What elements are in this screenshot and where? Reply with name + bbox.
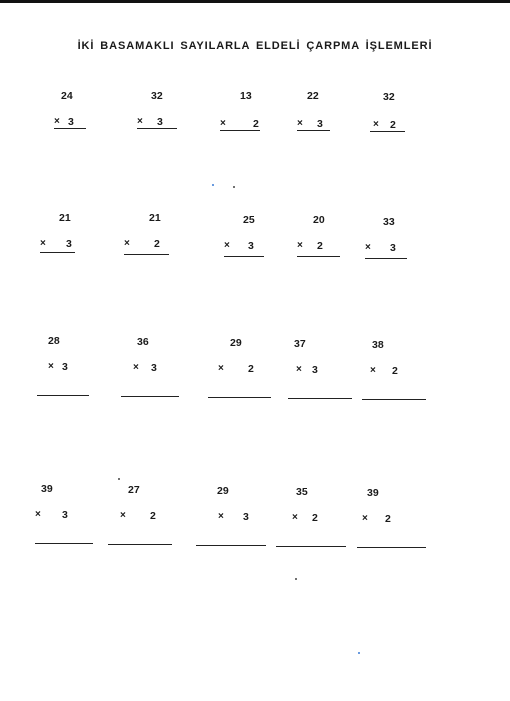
multiplicand: 38 (372, 339, 384, 351)
multiply-sign: × (54, 116, 60, 127)
answer-line (35, 543, 93, 544)
multiply-sign: × (292, 512, 298, 523)
answer-line (224, 256, 264, 257)
multiply-sign: × (224, 240, 230, 251)
multiply-sign: × (40, 238, 46, 249)
answer-line (196, 545, 266, 546)
multiply-sign: × (124, 238, 130, 249)
worksheet-title: İKİ BASAMAKLI SAYILARLA ELDELİ ÇARPMA İŞLEMLERİ (77, 40, 433, 52)
multiplicand: 22 (307, 90, 319, 102)
multiply-sign: × (296, 364, 302, 375)
multiplier: 3 (390, 241, 396, 254)
multiplicand: 36 (137, 336, 149, 348)
answer-line (297, 256, 340, 257)
answer-line (365, 258, 407, 259)
multiply-sign: × (297, 118, 303, 129)
answer-line (121, 396, 179, 397)
multiplier: 2 (253, 117, 259, 130)
multiplicand: 39 (367, 487, 379, 499)
multiplicand: 27 (128, 484, 140, 496)
multiply-sign: × (48, 361, 54, 372)
scan-speck (358, 652, 360, 654)
multiply-sign: × (137, 116, 143, 127)
multiplicand: 20 (313, 214, 325, 226)
answer-line (124, 254, 169, 255)
multiply-sign: × (35, 509, 41, 520)
answer-line (288, 398, 352, 399)
multiply-sign: × (370, 365, 376, 376)
multiplicand: 37 (294, 338, 306, 350)
multiplicand: 28 (48, 335, 60, 347)
multiplier: 3 (312, 363, 318, 376)
multiplicand: 35 (296, 486, 308, 498)
multiplier: 2 (248, 362, 254, 375)
multiplier: 2 (390, 118, 396, 131)
multiplier: 3 (243, 510, 249, 523)
multiplicand: 24 (61, 90, 73, 102)
scan-speck (233, 186, 235, 188)
multiplicand: 21 (59, 212, 71, 224)
answer-line (362, 399, 426, 400)
multiplier: 3 (248, 239, 254, 252)
multiply-sign: × (218, 511, 224, 522)
answer-line (108, 544, 172, 545)
multiplicand: 13 (240, 90, 252, 102)
answer-line (137, 128, 177, 129)
answer-line (357, 547, 426, 548)
answer-line (54, 128, 86, 129)
multiply-sign: × (220, 118, 226, 129)
multiply-sign: × (218, 363, 224, 374)
scan-top-border (0, 0, 510, 3)
multiplier: 2 (392, 364, 398, 377)
multiply-sign: × (120, 510, 126, 521)
multiplier: 3 (157, 115, 163, 128)
multiplicand: 21 (149, 212, 161, 224)
multiplicand: 33 (383, 216, 395, 228)
multiplicand: 29 (230, 337, 242, 349)
multiplier: 2 (385, 512, 391, 525)
multiplier: 3 (62, 360, 68, 373)
multiply-sign: × (133, 362, 139, 373)
answer-line (208, 397, 271, 398)
multiplier: 3 (62, 508, 68, 521)
scan-speck (295, 578, 297, 580)
multiplier: 2 (150, 509, 156, 522)
scan-speck (212, 184, 214, 186)
multiplier: 3 (66, 237, 72, 250)
multiplicand: 39 (41, 483, 53, 495)
answer-line (37, 395, 89, 396)
answer-line (40, 252, 75, 253)
multiplicand: 32 (383, 91, 395, 103)
answer-line (297, 130, 330, 131)
multiplicand: 25 (243, 214, 255, 226)
multiply-sign: × (297, 240, 303, 251)
multiply-sign: × (373, 119, 379, 130)
answer-line (370, 131, 405, 132)
scan-speck (118, 478, 120, 480)
answer-line (220, 130, 260, 131)
multiplier: 3 (68, 115, 74, 128)
multiply-sign: × (362, 513, 368, 524)
multiplier: 3 (317, 117, 323, 130)
multiplier: 2 (312, 511, 318, 524)
multiplier: 2 (154, 237, 160, 250)
multiplier: 3 (151, 361, 157, 374)
multiply-sign: × (365, 242, 371, 253)
answer-line (276, 546, 346, 547)
multiplicand: 32 (151, 90, 163, 102)
multiplicand: 29 (217, 485, 229, 497)
multiplier: 2 (317, 239, 323, 252)
